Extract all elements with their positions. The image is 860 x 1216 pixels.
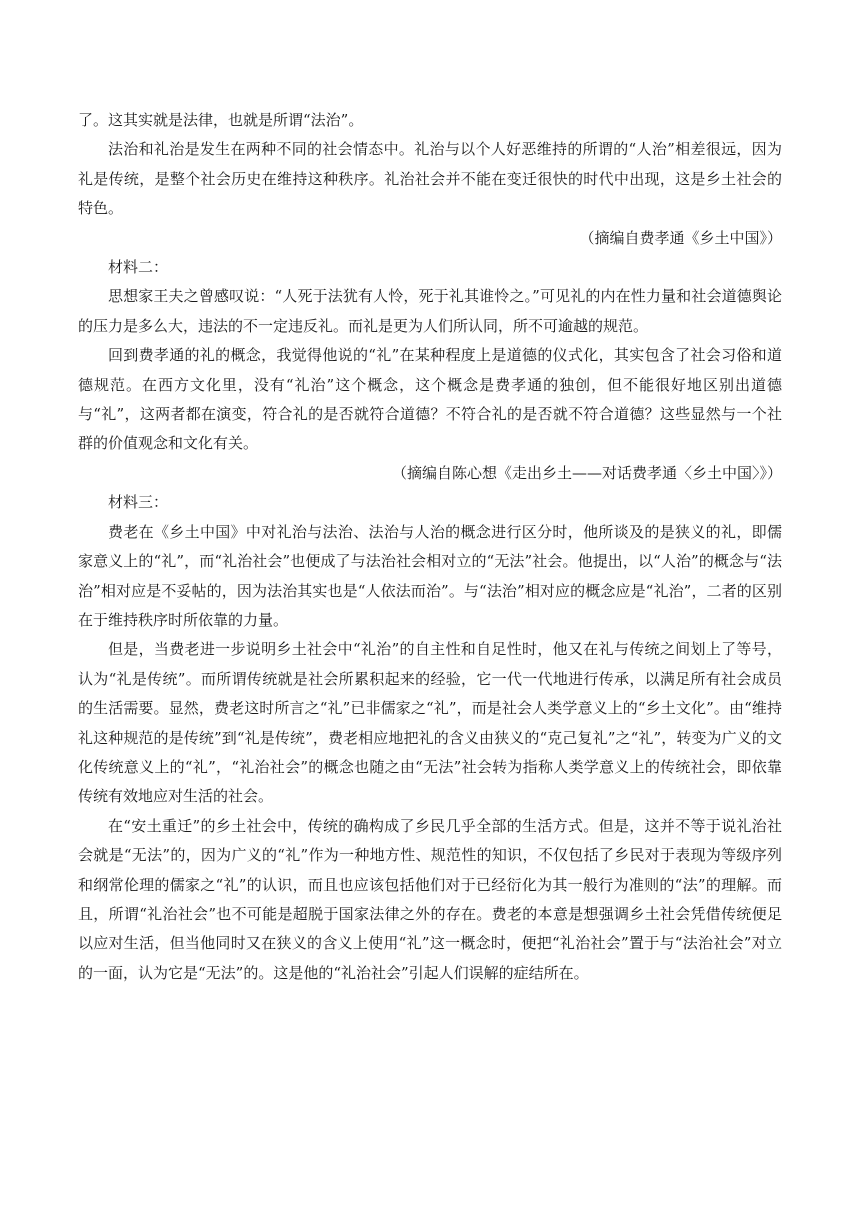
source-citation-2: （摘编自陈心想《走出乡土——对话费孝通〈乡土中国〉》） [391, 463, 782, 482]
material-3-heading: 材料三： [108, 493, 169, 512]
material-2-heading: 材料二： [108, 258, 169, 277]
paragraph-intro-end: 了。这其实就是法律，也就是所谓“法治”。 [78, 111, 364, 129]
paragraph-material-3-1: 费老在《乡土中国》中对礼治与法治、法治与人治的概念进行区分时，他所谈及的是狭义的礼，即儒家意义上的“礼”，而“礼治社会”也便成了与法治社会相对立的“无法”社会。他提出，以“人治”的概念与“法治”相对应是不妥帖的，因为法治其实也是“人依法而治”。与“法治”相对应的概念应是“礼治”，二者的区别在于维持秩序时所依靠的力量。 [78, 522, 782, 629]
paragraph-fazhi-lizhi: 法治和礼治是发生在两种不同的社会情态中。礼治与以个人好恶维持的所谓的“人治”相差很远，因为礼是传统，是整个社会历史在维持这种秩序。礼治社会并不能在变迁很快的时代中出现，这是乡土社会的特色。 [78, 140, 782, 218]
paragraph-material-2-2: 回到费孝通的礼的概念，我觉得他说的“礼”在某种程度上是道德的仪式化，其实包含了社会习俗和道德规范。在西方文化里，没有“礼治”这个概念，这个概念是费孝通的独创，但不能很好地区别出道德与“礼”，这两者都在演变，符合礼的是否就符合道德？不符合礼的是否就不符合道德？这些显然与一个社群的价值观念和文化有关。 [78, 346, 782, 453]
source-citation-1: （摘编自费孝通《乡土中国》） [579, 228, 782, 247]
paragraph-material-2-1: 思想家王夫之曾感叹说：“人死于法犹有人怜，死于礼其谁怜之。”可见礼的内在性力量和社会道德舆论的压力是多么大，违法的不一定违反礼。而礼是更为人们所认同，所不可逾越的规范。 [78, 287, 782, 335]
paragraph-material-3-3: 在“安土重迁”的乡土社会中，传统的确构成了乡民几乎全部的生活方式。但是，这并不等于说礼治社会就是“无法”的，因为广义的“礼”作为一种地方性、规范性的知识，不仅包括了乡民对于表现为等级序列和纲常伦理的儒家之“礼”的认识，而且也应该包括他们对于已经衍化为其一般行为准则的“法”的理解。而且，所谓“礼治社会”也不可能是超脱于国家法律之外的存在。费老的本意是想强调乡土社会凭借传统便足以应对生活，但当他同时又在狭义的含义上使用“礼”这一概念时，便把“礼治社会”置于与“法治社会”对立的一面，认为它是“无法”的。这是他的“礼治社会”引起人们误解的症结所在。 [78, 816, 782, 982]
paragraph-material-3-2: 但是，当费老进一步说明乡土社会中“礼治”的自主性和自足性时，他又在礼与传统之间划上了等号，认为“礼是传统”。而所谓传统就是社会所累积起来的经验，它一代一代地进行传承，以满足所有社会成员的生活需要。显然，费老这时所言之“礼”已非儒家之“礼”，而是社会人类学意义上的“乡土文化”。由“维持礼这种规范的是传统”到“礼是传统”，费老相应地把礼的含义由狭义的“克己复礼”之“礼”，转变为广义的文化传统意义上的“礼”，“礼治社会”的概念也随之由“无法”社会转为指称人类学意义上的传统社会，即依靠传统有效地应对生活的社会。 [78, 640, 782, 806]
